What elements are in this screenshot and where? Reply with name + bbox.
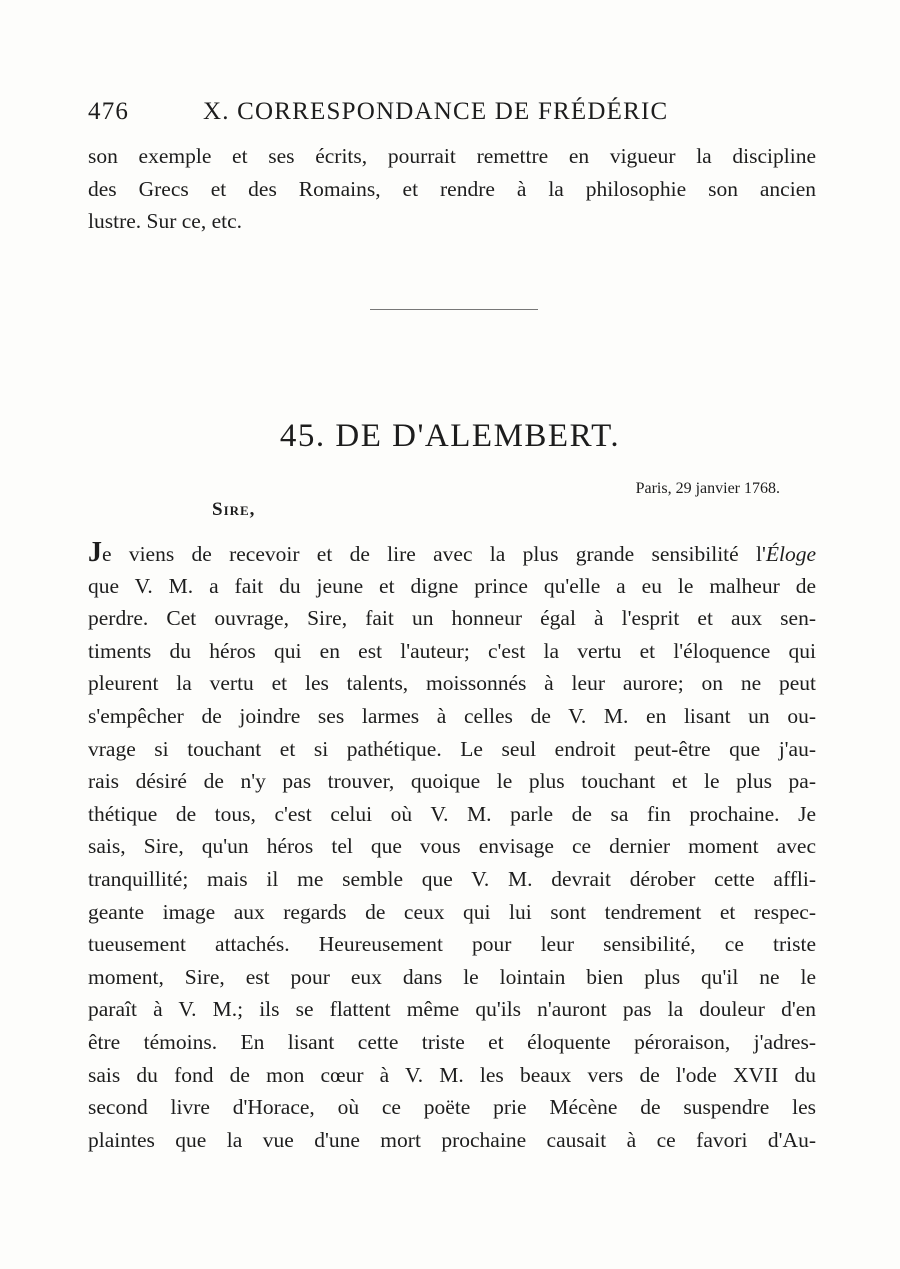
text-line: paraît à V. M.; ils se flattent même qu'ils n'auront pas la douleur d'en [88,997,816,1022]
text-line: perdre. Cet ouvrage, Sire, fait un honneur égal à l'esprit et aux sen- [88,606,816,631]
text-line: des Grecs et des Romains, et rendre à la philosophie son ancien [88,177,816,201]
text-line-first [88,537,816,568]
text-line: rais désiré de n'y pas trouver, quoique le plus touchant et le plus pa- [88,769,816,794]
text-line: vrage si touchant et si pathétique. Le seul endroit peut-être que j'au- [88,736,816,761]
text-line: moment, Sire, est pour eux dans le lointain bien plus qu'il ne le [88,964,816,989]
running-title: X. CORRESPONDANCE DE FRÉDÉRIC [203,98,669,125]
section-divider [370,309,538,310]
text-line: que V. M. a fait du jeune et digne prince qu'elle a eu le malheur de [88,573,816,598]
salutation: Sire, [212,499,256,520]
text-line: son exemple et ses écrits, pourrait remettre en vigueur la discipline [88,144,816,168]
text-line: second livre d'Horace, où ce poëte prie Mécène de suspendre les [88,1095,816,1120]
text-line: sais du fond de mon cœur à V. M. les beaux vers de l'ode XVII du [88,1062,816,1087]
first-line-italic: Éloge [765,542,816,566]
text-line: timents du héros qui en est l'auteur; c'est la vertu et l'éloquence qui [88,638,816,663]
dateline: Paris, 29 janvier 1768. [635,480,780,497]
text-line: lustre. Sur ce, etc. [88,209,243,233]
text-line: s'empêcher de joindre ses larmes à celles de V. M. en lisant un ou- [88,704,816,728]
text-line: sais, Sire, qu'un héros tel que vous envisage ce dernier moment avec [88,834,816,859]
running-header [88,98,728,126]
text-line: thétique de tous, c'est celui où V. M. parle de sa fin prochaine. Je [88,801,816,826]
text-line: geante image aux regards de ceux qui lui sont tendrement et respec- [88,899,816,924]
page-number: 476 [88,98,130,125]
text-line: pleurent la vertu et les talents, moissonnés à leur aurore; on ne peut [88,671,816,696]
text-line: tueusement attachés. Heureusement pour leur sensibilité, ce triste [88,932,816,957]
text-line: plaintes que la vue d'une mort prochaine causait à ce favori d'Au- [88,1127,816,1152]
text-line: être témoins. En lisant cette triste et éloquente péroraison, j'adres- [88,1030,816,1054]
letter-title: 45. DE D'ALEMBERT. [279,418,621,454]
initial-letter: J [88,537,102,568]
text-line: tranquillité; mais il me semble que V. M. devrait dérober cette affli- [88,867,816,891]
first-line-text: e viens de recevoir et de lire avec la plus grande sensibilité l' [102,542,766,566]
